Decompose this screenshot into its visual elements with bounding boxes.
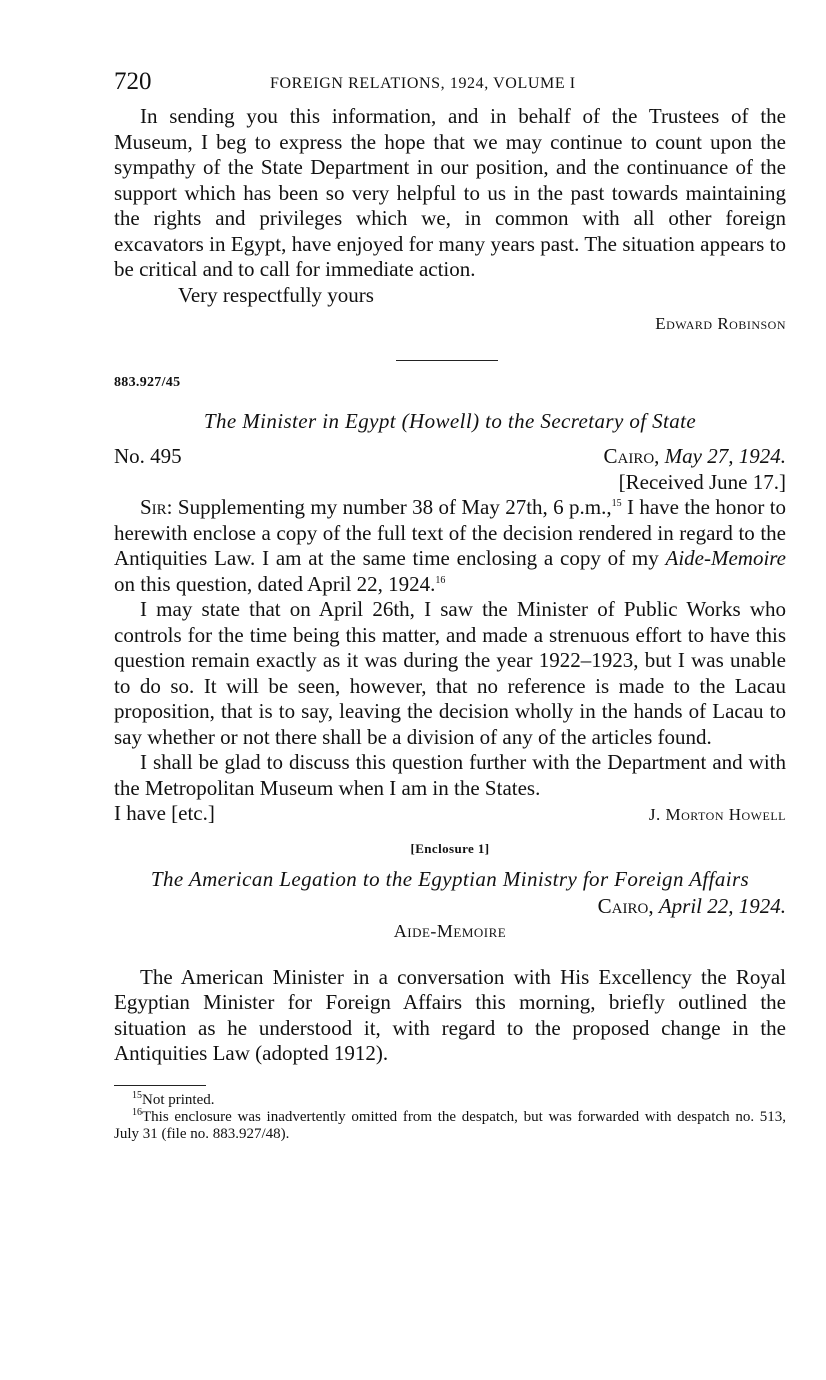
letter-closing: Very respectfully yours bbox=[178, 282, 374, 307]
page-header bbox=[114, 68, 786, 104]
running-head: FOREIGN RELATIONS, 1924, VOLUME I bbox=[270, 75, 576, 92]
dateline-date: May 27, 1924. bbox=[664, 444, 786, 468]
letter-signature: Edward Robinson bbox=[655, 314, 786, 333]
letter-body: In sending you this information, and in behalf of the Trustees of the Museum, I beg to express the hope that we may continue to count upon the sympathy of the State Department in our position, and the continuance of the support which has been so very helpful to us in the past towards maintaining the rights and privileges which we, in common with all other foreign excavators in Egypt, have enjoyed for many years past. The situation appears to be critical and to call for immediate action. bbox=[114, 104, 786, 281]
enclosure-heading: Aide-Memoire bbox=[393, 921, 507, 941]
despatch-closing: I have [etc.] bbox=[114, 801, 215, 825]
footnote-marker: 16 bbox=[132, 1106, 142, 1118]
dateline bbox=[114, 444, 786, 470]
footnote-16 bbox=[114, 1106, 786, 1143]
despatch-closing-row bbox=[114, 801, 786, 827]
footnote-divider bbox=[114, 1085, 206, 1086]
enclosure-title: The American Legation to the Egyptian Ministry for Foreign Affairs bbox=[150, 866, 750, 891]
dateline-place: Cairo, bbox=[603, 444, 660, 468]
footnote-marker: 15 bbox=[132, 1089, 142, 1101]
para1-part-b: I have the honor to herewith enclose a copy of the full text of the decision rendered in regard to the Antiquities Law. I am at the same time enclosing a copy of my bbox=[114, 495, 787, 570]
document-title: The Minister in Egypt (Howell) to the Secretary of State bbox=[203, 409, 697, 433]
footnote-ref-16: 16 bbox=[435, 574, 446, 586]
document-page bbox=[114, 68, 786, 1143]
salutation: Sir: bbox=[140, 495, 173, 519]
section-divider bbox=[396, 360, 498, 361]
enclosure-label: [Enclosure 1] bbox=[410, 840, 490, 856]
footnote-ref-15: 15 bbox=[611, 498, 622, 509]
despatch-paragraph-3: I shall be glad to discuss this question further with the Department and with the Metropolitan Museum when I am in the States. bbox=[114, 750, 786, 800]
despatch-signature: J. Morton Howell bbox=[648, 805, 786, 824]
despatch-paragraph-1 bbox=[114, 495, 786, 597]
para1-part-a: Supplementing my number 38 of May 27th, 6 p.m., bbox=[177, 495, 612, 519]
enclosure-place: Cairo, bbox=[597, 893, 654, 918]
enclosure-dateline bbox=[114, 894, 786, 920]
despatch-paragraph-2: I may state that on April 26th, I saw the Minister of Public Works who controls for the time being this matter, and made a strenuous effort to have this question remain exactly as it was during the year 1922–1923, but I was unable to do so. It will be seen, however, that no reference is made to the Lacau proposition, that is to say, leaving the decision wholly in the hands of Lacau to say whether or not there shall be a division of any of the articles found. bbox=[114, 597, 786, 749]
received-note: [Received June 17.] bbox=[618, 469, 786, 494]
footnote-15 bbox=[114, 1089, 786, 1109]
enclosure-date: April 22, 1924. bbox=[658, 893, 786, 918]
para1-part-c: on this question, dated April 22, 1924. bbox=[114, 571, 436, 596]
file-number: 883.927/45 bbox=[114, 375, 181, 390]
footnote-text: Not printed. bbox=[142, 1091, 215, 1108]
footnote-text: This enclosure was inadvertently omitted from the despatch, but was forwarded with despatch no. 513, July 31 (file no. 883.927/48). bbox=[114, 1108, 786, 1142]
page-number: 720 bbox=[114, 68, 152, 95]
enclosure-paragraph-1: The American Minister in a conversation with His Excellency the Royal Egyptian Minister for Foreign Affairs this morning, briefly outlined the situation as he understood it, with regard to the proposed change in the Antiquities Law (adopted 1912). bbox=[114, 964, 786, 1065]
despatch-number: No. 495 bbox=[114, 444, 182, 468]
para1-italic: Aide-Memoire bbox=[665, 546, 787, 570]
place-date bbox=[604, 444, 787, 470]
